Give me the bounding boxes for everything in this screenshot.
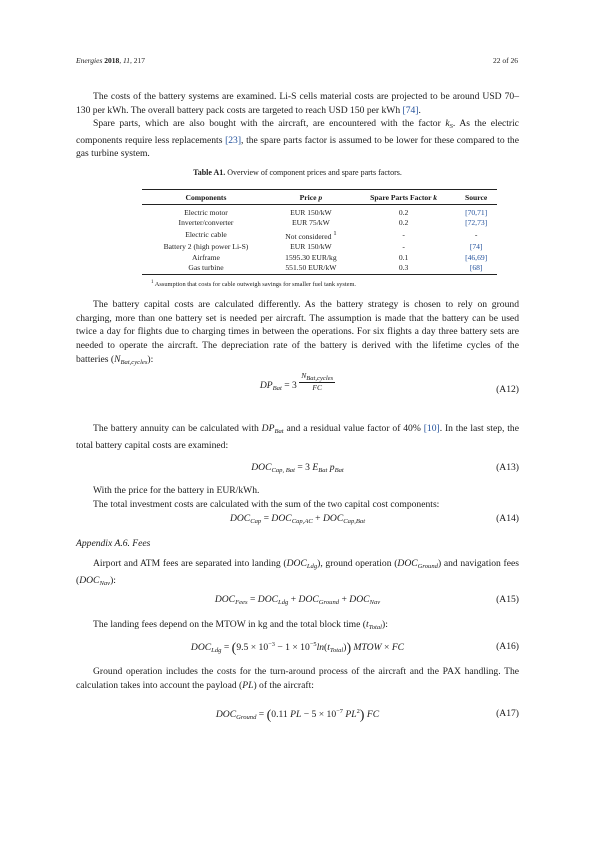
equation-a13-formula: $DOC_{Cap, Bat} = 3$ $E_{Bat}$ $p_{Bat}$ — [251, 462, 344, 474]
table-row: Electric motor EUR 150/kW 0.2 [70,71] — [142, 205, 497, 219]
table-row: Battery 2 (high power Li-S) EUR 150/kW - [74] — [142, 242, 497, 252]
citation-74[interactable]: [74] — [402, 104, 419, 116]
journal-volume: 11 — [123, 56, 130, 65]
paragraph-battery-price: With the price for the battery in EUR/kWh. — [93, 485, 260, 496]
table-row: Electric cable Not considered $^1$ - - — [185, 229, 478, 241]
equation-a17 — [76, 708, 519, 738]
running-header: Energies 2018, 11, 217 — [76, 56, 145, 65]
paragraph-landing-fees: The landing fees depend on the MTOW in kg and the total block time $(t_{Total})$: — [93, 619, 388, 631]
table-caption: Table A1. Overview of component prices and spare parts factors. — [193, 168, 402, 177]
col-components: Components — [142, 190, 270, 205]
equation-a12-formula: $DP_{Bat} = 3$ $\frac{\text{NBat,cycles}}{FC}$ — [259, 371, 334, 393]
equation-number: (A12) — [496, 384, 519, 395]
table-header-row — [142, 190, 497, 205]
paragraph-fees: Airport and ATM fees are separated into landing $(DOC_{Ldg})$, ground operation $(DOC_{Ground})$ and navigation fees $(DOC_{Nav})$: — [76, 558, 519, 587]
footnote-mark: 1 — [333, 229, 337, 237]
equation-a14-formula: $DOC_{Cap} = DOC_{Cap,AC} + DOC_{Cap,Bat}$ — [229, 513, 366, 525]
paragraph-battery-annuity: The battery annuity can be calculated with $DP_{Bat}$ and a residual value factor of 40% [10]. In the last step, the total battery capital costs are examined: — [76, 423, 519, 451]
citation-link[interactable]: [68] — [455, 263, 497, 275]
paragraph-battery-costs: The costs of the battery systems are examined. Li-S cells material costs are projected to be around USD 70–130 per kWh. The overall battery pack costs are targeted to reach USD 150 per kWh [74]. — [76, 91, 519, 116]
col-source: Source — [455, 190, 497, 205]
journal-pages: 217 — [133, 56, 145, 65]
paragraph-battery-capital: The battery capital costs are calculated differently. As the battery strategy is chosen to rely on ground charging, more than one battery set is needed per aircraft. The assumption is made that the battery can be used twice a day for flights due to charging times in between the operations. For six flights a day three battery sets are needed to operate the aircraft. The depreciation rate of the battery is derived with the lifetime cycles of the batteries $(N_{Bat,cycles})$: — [76, 299, 519, 366]
equation-number: (A17) — [496, 708, 519, 719]
col-price: Price p — [270, 190, 352, 205]
paragraph-total-investment: The total investment costs are calculated with the sum of the two capital cost components: — [93, 499, 440, 510]
table-row: Gas turbine 551.50 EUR/kW 0.3 [68] — [142, 263, 497, 275]
page-number: 22 of 26 — [493, 56, 518, 65]
section-heading: Appendix A.6. Fees — [76, 538, 151, 549]
equation-a15-formula: $DOC_{Fees} = DOC_{Ldg} + DOC_{Ground} + DOC_{Nav}$ — [214, 594, 381, 606]
citation-link[interactable]: [72,73] — [465, 218, 488, 228]
equation-a17-formula: $DOC_{Ground} = (0.11$ PL − $5 \times 10^{-7}$ $PL^2$) FC — [215, 708, 380, 723]
citation-link[interactable]: [74] — [469, 242, 483, 252]
journal-year: 2018 — [104, 56, 120, 65]
equation-a16-formula: $DOC_{Ldg} = (9.5 \times 10^{-3} - 1 \times 10^{-5}\ln(t_{Total}))$ MTOW × FC — [190, 641, 405, 656]
table-footnote: $^1$ Assumption that costs for cable outweigh savings for smaller fuel tank system. — [151, 280, 357, 289]
table-row: Airframe 1595.30 EUR/kg 0.1 [46,69] — [142, 253, 497, 263]
citation-10[interactable]: [10] — [423, 423, 440, 434]
equation-number: (A14) — [496, 513, 519, 524]
equation-number: (A16) — [496, 641, 519, 652]
journal-name: Energies — [76, 56, 103, 65]
citation-23[interactable]: [23] — [225, 134, 242, 146]
col-spare-factor: Spare Parts Factor k — [352, 190, 455, 205]
citation-link[interactable]: [46,69] — [465, 252, 488, 262]
paragraph-ground-operation: Ground operation includes the costs for the turn-around process of the aircraft and the PAX handling. The calculation takes into account the payload (PL) of the aircraft: — [76, 666, 519, 691]
paragraph-spare-parts: Spare parts, which are also bought with the aircraft, are encountered with the factor $k_S$. As the electric components require less replacements [23], the spare parts factor is assumed to be lower for these compared to the gas turbine system. — [76, 118, 520, 160]
equation-number: (A15) — [496, 594, 519, 605]
equation-number: (A13) — [496, 462, 519, 473]
citation-link[interactable]: [70,71] — [465, 208, 488, 217]
table-row: Inverter/converter EUR 75/kW 0.2 [72,73] — [142, 218, 497, 228]
component-price-table — [142, 189, 497, 275]
equation-a12 — [76, 371, 519, 410]
